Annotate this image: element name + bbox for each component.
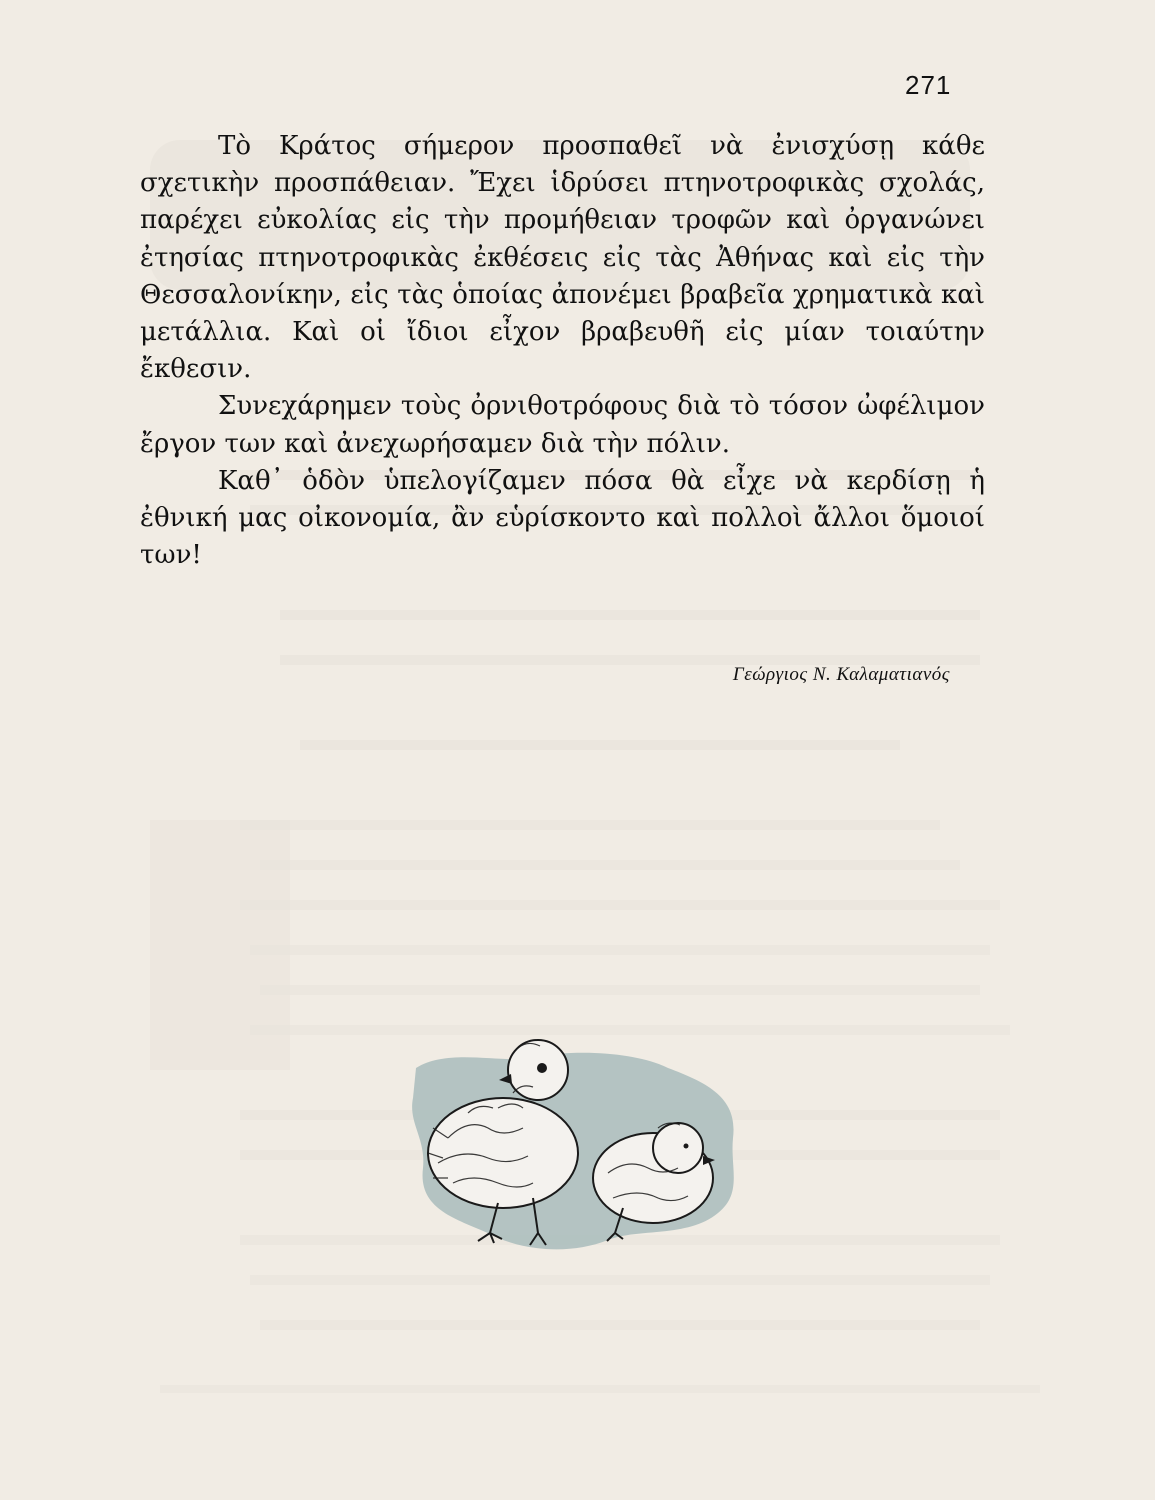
small-chick-head [653,1123,703,1173]
big-chick-eye [537,1063,547,1073]
big-chick-body [428,1098,578,1208]
small-chick-eye [684,1144,689,1149]
body-text [140,128,985,574]
author-signature: Γεώργιος Ν. Καλαματιανός [732,664,950,685]
paragraph-3: Καθ᾽ ὁδὸν ὑπελογίζαμεν πόσα θὰ εἶχε νὰ κερδίσῃ ἡ ἐθνική μας οἰκονομία, ἂν εὑρίσκοντο καὶ πολλοὶ ἄλλοι ὅμοιοί των! [140,465,985,571]
page-number: 271 [905,70,952,100]
chicks-illustration [408,1028,748,1258]
paragraph-2: Συνεχάρημεν τοὺς ὀρνιθοτρόφους διὰ τὸ τόσον ὠφέλιμον ἔργον των καὶ ἀνεχωρήσαμεν διὰ τὴν πόλιν. [140,391,985,459]
paragraph-1: Τὸ Κράτος σήμερον προσπαθεῖ νὰ ἐνισχύσῃ κάθε σχετικὴν προσπάθειαν. Ἔχει ἱδρύσει πτηνοτροφικὰς σχολάς, παρέχει εὐκολίας εἰς τὴν προμήθειαν τροφῶν καὶ ὀργανώνει ἐτησίας πτηνοτροφικὰς ἐκθέσεις εἰς τὰς Ἀθήνας καὶ εἰς τὴν Θεσσαλονίκην, εἰς τὰς ὁποίας ἀπονέμει βραβεῖα χρηματικὰ καὶ μετάλλια. Καὶ οἱ ἴδιοι εἶχον βραβευθῆ εἰς μίαν τοιαύτην ἔκθεσιν. [140,131,985,385]
